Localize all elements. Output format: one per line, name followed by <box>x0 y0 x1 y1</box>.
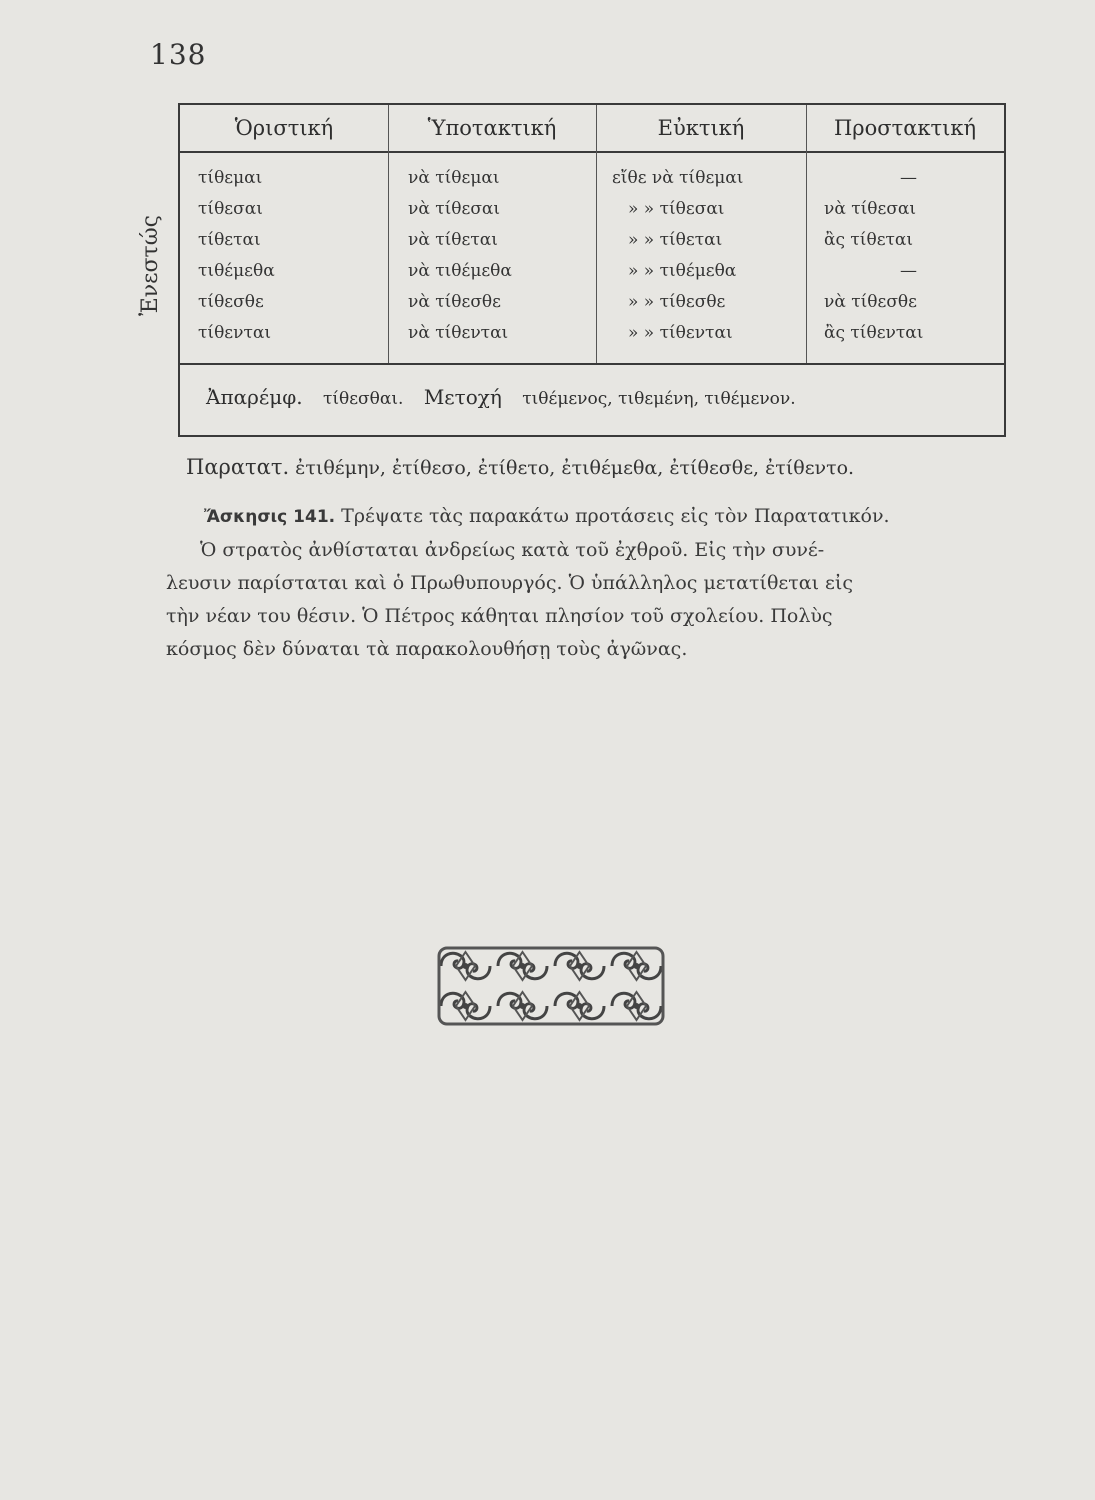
cell-imperative: — <box>900 261 917 281</box>
cell-subjunctive: νὰ τίθεμαι <box>408 168 500 188</box>
cell-indicative: τίθεσαι <box>198 199 263 219</box>
cell-indicative: τίθενται <box>198 323 271 343</box>
table-separator <box>180 363 1004 365</box>
infinitive-participle-row <box>206 377 996 417</box>
table-row <box>180 194 1004 225</box>
cell-optative: εἴθε νὰ τίθεμαι <box>612 168 744 188</box>
header-imperative: Προστακτική <box>833 116 977 140</box>
cell-optative: » » τίθεσαι <box>628 199 725 219</box>
exercise-instruction: Τρέψατε τὰς παρακάτω προτάσεις εἰς τὸν Παρατατικόν. <box>341 505 890 527</box>
cell-optative: » » τίθεται <box>628 230 723 250</box>
cell-subjunctive: νὰ τίθεται <box>408 230 498 250</box>
cell-subjunctive: νὰ τίθεσαι <box>408 199 501 219</box>
cell-subjunctive: νὰ τίθεσθε <box>408 292 501 312</box>
conjugation-table <box>178 103 1006 437</box>
header-optative: Εὐκτική <box>657 116 745 140</box>
table-row <box>180 163 1004 194</box>
exercise-block <box>166 500 1011 666</box>
cell-indicative: τίθεται <box>198 230 261 250</box>
exercise-line: τὴν νέαν του θέσιν. Ὁ Πέτρος κάθηται πλησίον τοῦ σχολείου. Πολὺς <box>166 605 833 627</box>
exercise-line <box>166 500 1011 534</box>
table-header-row <box>180 105 1004 153</box>
cell-optative: » » τίθεσθε <box>628 292 726 312</box>
cell-indicative: τίθεμαι <box>198 168 263 188</box>
header-subjunctive: Ὑποτακτική <box>427 116 557 140</box>
exercise-line: Ὁ στρατὸς ἀνθίσταται ἀνδρείως κατὰ τοῦ ἐχθροῦ. Εἰς τὴν συνέ- <box>200 539 825 561</box>
exercise-line: κόσμος δὲν δύναται τὰ παρακολουθήσῃ τοὺς ἀγῶνας. <box>166 638 688 660</box>
cell-imperative: ἂς τίθεται <box>824 230 914 250</box>
table-row <box>180 256 1004 287</box>
participle-label: Μετοχή <box>423 385 502 409</box>
cell-imperative: ἂς τίθενται <box>824 323 924 343</box>
exercise-line: λευσιν παρίσταται καὶ ὁ Πρωθυπουργός. Ὁ ὑπάλληλος μετατίθεται εἰς <box>166 572 853 594</box>
cell-subjunctive: νὰ τίθενται <box>408 323 509 343</box>
table-row <box>180 225 1004 256</box>
table-row <box>180 318 1004 349</box>
ornament-icon <box>437 946 665 1026</box>
page-number: 138 <box>150 38 207 71</box>
tense-label: Ἐνεστώς <box>138 215 163 317</box>
table-row <box>180 287 1004 318</box>
infinitive-label: Ἀπαρέμφ. <box>206 385 303 409</box>
cell-optative: » » τίθενται <box>628 323 733 343</box>
cell-imperative: — <box>900 168 917 188</box>
participle-forms: τιθέμενος, τιθεμένη, τιθέμενον. <box>522 389 796 409</box>
ornament-body <box>439 948 663 1024</box>
cell-subjunctive: νὰ τιθέμεθα <box>408 261 512 281</box>
cell-imperative: νὰ τίθεσαι <box>824 199 917 219</box>
cell-indicative: τιθέμεθα <box>198 261 275 281</box>
imperfect-label: Παρατατ. <box>186 455 290 479</box>
imperfect-forms: ἐτιθέμην, ἐτίθεσο, ἐτίθετο, ἐτιθέμεθα, ἐτίθεσθε, ἐτίθεντο. <box>295 457 855 479</box>
header-indicative: Ὁριστική <box>234 116 334 140</box>
exercise-title: Ἄσκησις 141. <box>204 507 336 527</box>
infinitive-form: τίθεσθαι. <box>322 389 404 409</box>
imperfect-line <box>186 455 854 479</box>
cell-indicative: τίθεσθε <box>198 292 264 312</box>
cell-optative: » » τιθέμεθα <box>628 261 737 281</box>
cell-imperative: νὰ τίθεσθε <box>824 292 917 312</box>
